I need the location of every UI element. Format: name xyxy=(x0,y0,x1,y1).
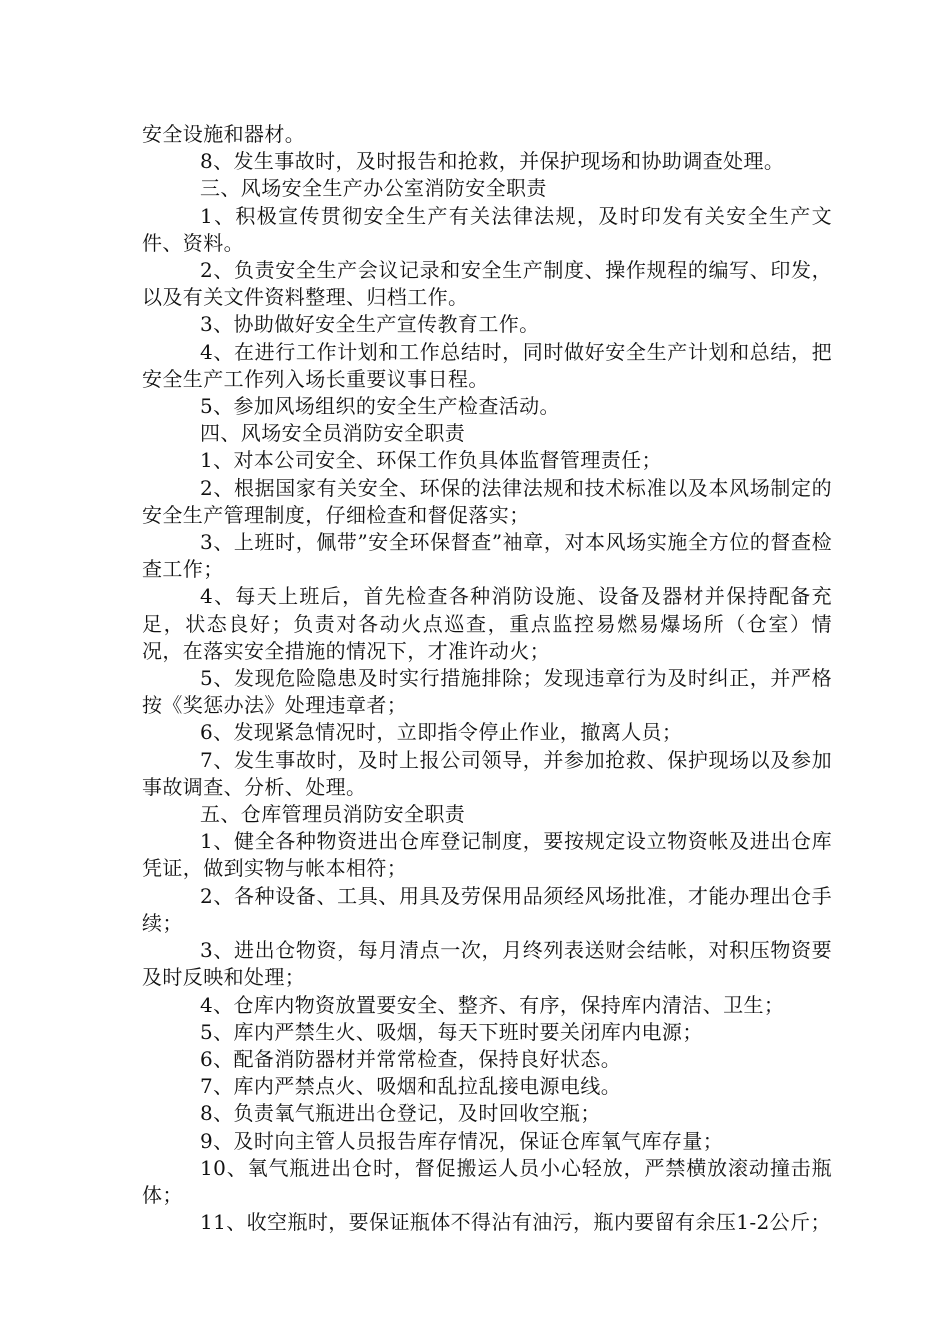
paragraph: 5、库内严禁生火、吸烟，每天下班时要关闭库内电源； xyxy=(200,1019,703,1044)
paragraph: 4、每天上班后，首先检查各种消防设施、设备及器材并保持配备充足，状态良好；负责对各动火点巡查，重点监控易燃易爆场所（仓室）情况，在落实安全措施的情况下，才准许动火； xyxy=(142,584,832,663)
paragraph: 安全设施和器材。 xyxy=(142,122,306,146)
paragraph: 三、风场安全生产办公室消防安全职责 xyxy=(200,176,547,201)
paragraph: 3、协助做好安全生产宣传教育工作。 xyxy=(200,312,540,337)
paragraph: 1、对本公司安全、环保工作负具体监督管理责任； xyxy=(200,448,662,473)
paragraph: 1、积极宣传贯彻安全生产有关法律法规，及时印发有关安全生产文件、资料。 xyxy=(142,203,832,255)
paragraph: 2、负责安全生产会议记录和安全生产制度、操作规程的编写、印发，以及有关文件资料整理、归档工作。 xyxy=(142,258,832,310)
paragraph: 10、氧气瓶进出仓时，督促搬运人员小心轻放，严禁横放滚动撞击瓶体； xyxy=(142,1155,832,1207)
paragraph: 2、各种设备、工具、用具及劳保用品须经风场批准，才能办理出仓手续； xyxy=(142,883,832,935)
paragraph: 4、在进行工作计划和工作总结时，同时做好安全生产计划和总结，把安全生产工作列入场长重要议事日程。 xyxy=(142,339,832,391)
paragraph: 6、配备消防器材并常常检查，保持良好状态。 xyxy=(200,1046,622,1071)
paragraph: 3、进出仓物资，每月清点一次，月终列表送财会结帐，对积压物资要及时反映和处理； xyxy=(142,938,832,990)
paragraph: 6、发现紧急情况时，立即指令停止作业，撤离人员； xyxy=(200,720,683,745)
paragraph: 9、及时向主管人员报告库存情况，保证仓库氧气库存量； xyxy=(200,1128,724,1153)
paragraph: 8、发生事故时，及时报告和抢救，并保护现场和协助调查处理。 xyxy=(200,149,785,174)
paragraph: 四、风场安全员消防安全职责 xyxy=(200,421,466,446)
paragraph: 5、发现危险隐患及时实行措施排除；发现违章行为及时纠正，并严格按《奖惩办法》处理违章者； xyxy=(142,666,832,718)
paragraph: 7、发生事故时，及时上报公司领导，并参加抢救、保护现场以及参加事故调查、分析、处理。 xyxy=(142,747,832,799)
paragraph: 3、上班时，佩带”安全环保督查”袖章，对本风场实施全方位的督查检查工作； xyxy=(142,530,832,582)
paragraph: 8、负责氧气瓶进出仓登记，及时回收空瓶； xyxy=(200,1101,601,1126)
paragraph: 1、健全各种物资进出仓库登记制度，要按规定设立物资帐及进出仓库凭证，做到实物与帐本相符； xyxy=(142,829,832,881)
paragraph: 11、收空瓶时，要保证瓶体不得沾有油污，瓶内要留有余压1-2公斤； xyxy=(200,1210,831,1235)
document-body xyxy=(142,121,832,1236)
paragraph: 2、根据国家有关安全、环保的法律法规和技术标准以及本风场制定的安全生产管理制度，仔细检查和督促落实； xyxy=(142,475,832,527)
paragraph: 7、库内严禁点火、吸烟和乱拉乱接电源电线。 xyxy=(200,1074,622,1099)
paragraph: 4、仓库内物资放置要安全、整齐、有序，保持库内清洁、卫生； xyxy=(200,992,785,1017)
paragraph: 五、仓库管理员消防安全职责 xyxy=(200,802,466,827)
paragraph: 5、参加风场组织的安全生产检查活动。 xyxy=(200,394,560,419)
